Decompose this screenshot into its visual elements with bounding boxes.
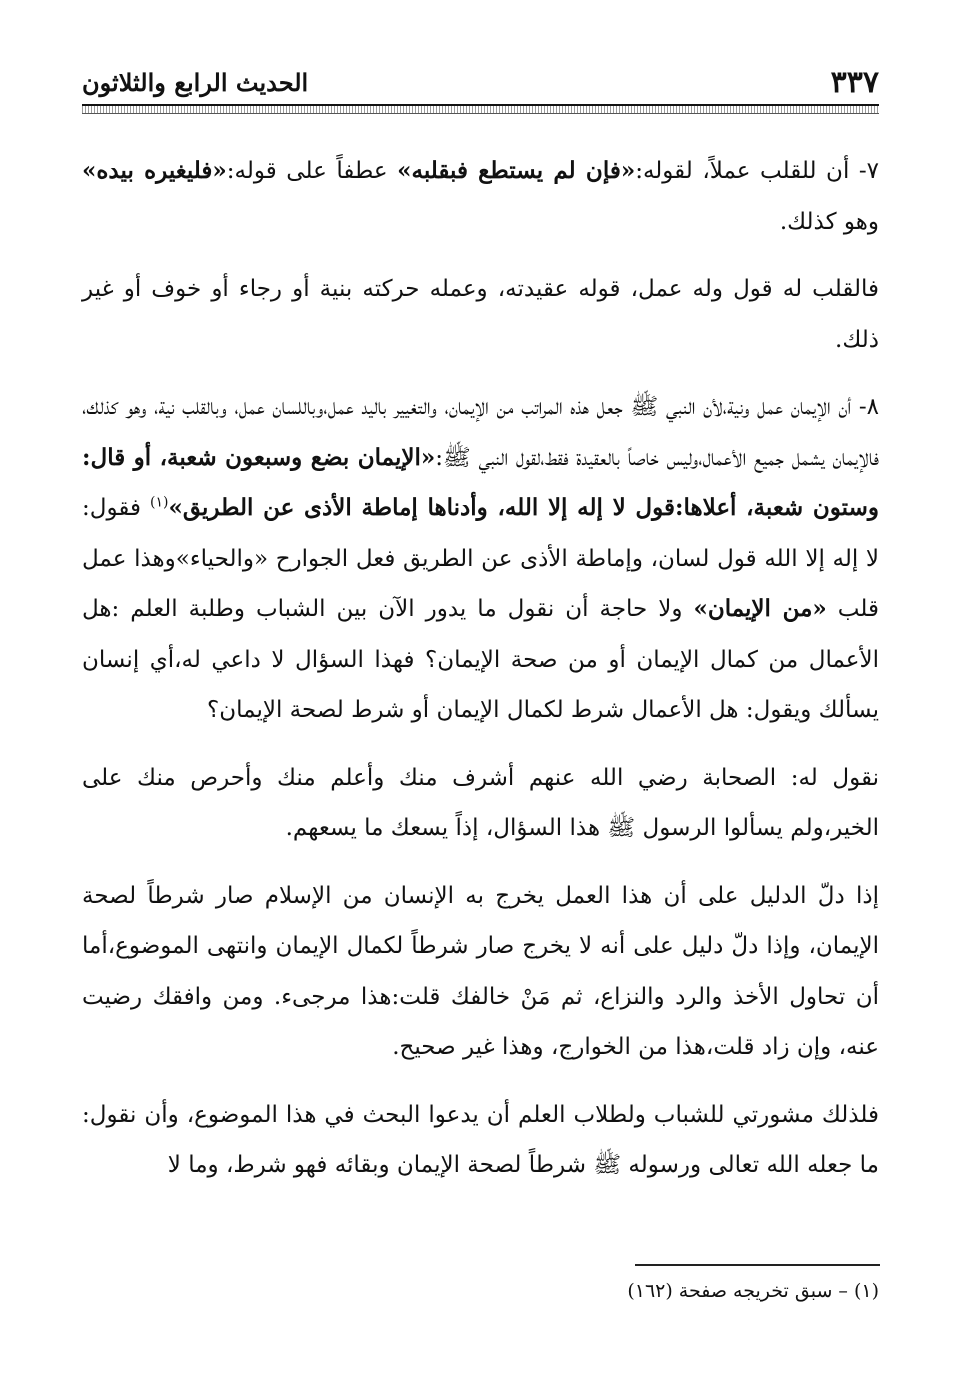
page-number: ٣٣٧: [830, 65, 879, 100]
footnote-rule: [635, 1264, 880, 1266]
paragraph-8-middle: فقول: لا إله إلا الله قول لسان، وإماطة الأذى عن الطريق فعل الجوارح «والحياء»وهذا عمل قلب: [82, 495, 879, 622]
paragraph-7-middle: عطفاً على قوله:: [226, 158, 398, 184]
paragraph-advice: فلذلك مشورتي للشباب ولطلاب العلم أن يدعوا البحث في هذا الموضوع، وأن نقول: ما جعله الله تعالى ورسوله ﷺ شرطاً لصحة الإيمان وبقائه فهو شرط، وما لا: [82, 1101, 879, 1178]
paragraph-7-prefix: ٧- أن للقلب عملاً، لقوله:: [635, 158, 879, 184]
footnote-reference[interactable]: (١): [149, 494, 169, 511]
main-text: [82, 146, 879, 1208]
paragraph-companions: نقول له: الصحابة رضي الله عنهم أشرف منك وأعلم منك وأحرص منك على الخير،ولم يسألوا الرسول ﷺ هذا السؤال، إذاً يسعك ما يسعهم.: [82, 764, 879, 841]
paragraph-7-suffix: وهو كذلك.: [779, 208, 879, 235]
paragraph-8: [82, 382, 879, 736]
paragraph-heart-action: فالقلب له قول وله عمل، قوله عقيدته، وعمله حركته بنية أو رجاء أو خوف أو غير ذلك.: [82, 276, 879, 353]
quote-faith: «من الإيمان»: [693, 595, 827, 622]
paragraph-evidence: إذا دلّ الدليل على أن هذا العمل يخرج به الإنسان من الإسلام صار شرطاً لصحة الإيمان، وإذا دلّ دليل على أنه لا يخرج صار شرطاً لكمال الإيمان وانتهى الموضوع،أما أن تحاول الأخذ والرد والنزاع، ثم مَنْ خالفك قلت:هذا مرجىء. ومن وافقك رضيت عنه، وإن زاد قلت،هذا من الخوارج، وهذا غير صحيح.: [82, 882, 879, 1060]
quote-hand: «فليغيره بيده»: [82, 157, 227, 184]
footnote: (١) – سبق تخريجه صفحة (١٦٢): [627, 1280, 879, 1302]
hadith-quote: «الإيمان بضع وسبعون شعبة، أو قال: وستون شعبة، أعلاها:قول لا إله إلا الله، وأدناها إماطة الأذى عن الطريق»: [82, 443, 879, 521]
quote-heart: «فإن لم يستطع فبقلبه»: [397, 157, 636, 184]
header-rule: [82, 104, 879, 114]
page-header: [82, 60, 879, 104]
paragraph-8-suffix: ولا حاجة أن نقول ما يدور الآن بين الشباب وطلبة العلم :هل الأعمال من كمال الإيمان أو من صحة الإيمان؟ فهذا السؤال لا داعي له،أي إنسان يسألك ويقول: هل الأعمال شرط لكمال الإيمان أو شرط لصحة الإيمان؟: [82, 596, 879, 723]
paragraph-7: [82, 146, 879, 247]
running-title: الحديث الرابع والثلاثون: [82, 68, 309, 97]
paragraph-8-prefix: ٨- أن الإيمان عمل ونية،لأن النبي ﷺ جعل هذه المراتب من الإيمان، والتغيير باليد عمل،وباللسان عمل، وبالقلب نية، وهو كذلك، فالإيمان يشمل جميع الأعمال،وليس خاصاً بالعقيدة فقط،لقول النبي ﷺ:: [82, 394, 879, 471]
